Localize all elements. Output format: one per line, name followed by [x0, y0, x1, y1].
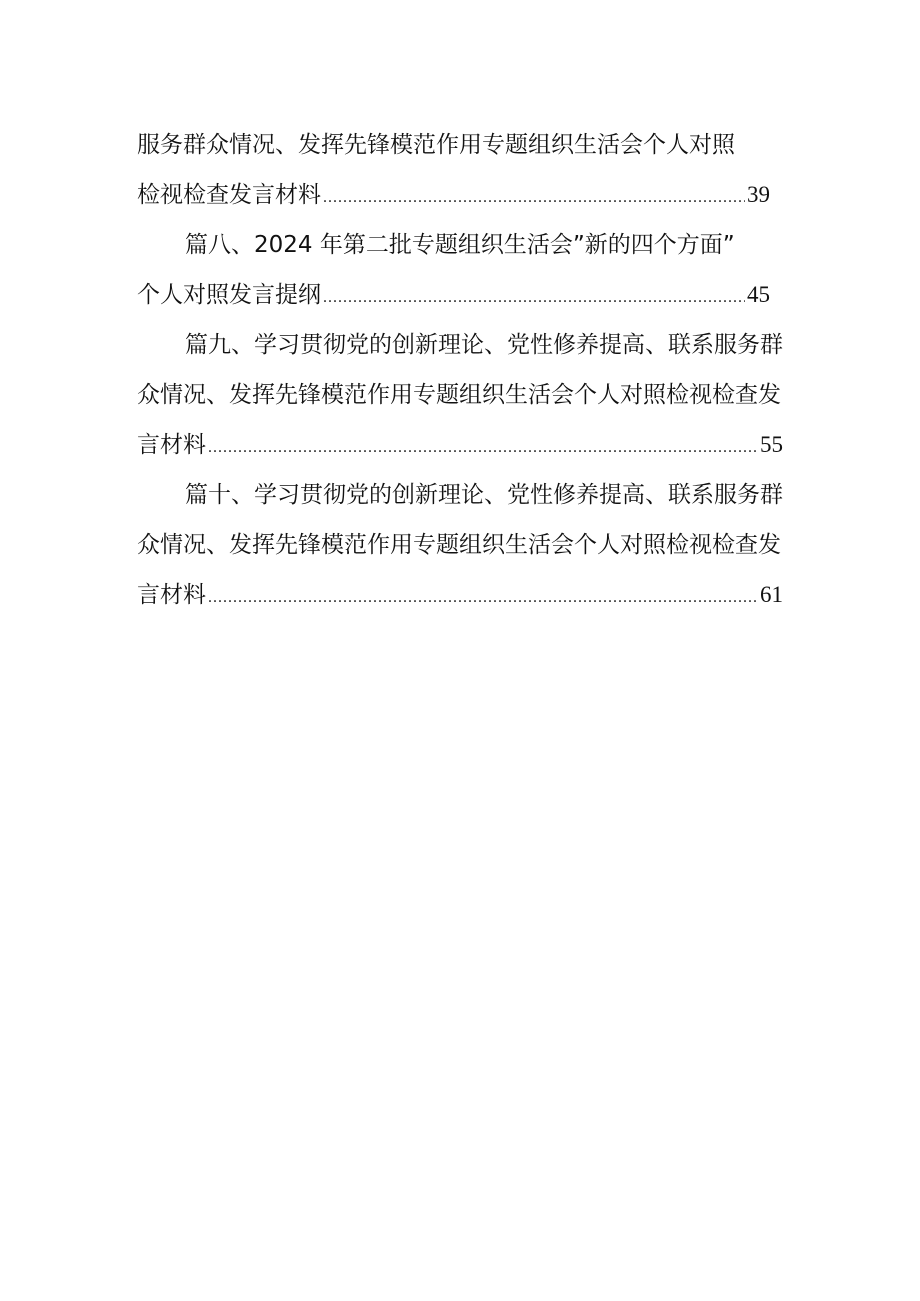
- toc-page-number: 39: [747, 182, 770, 207]
- toc-entry[interactable]: [137, 320, 787, 470]
- toc-page-number: 45: [747, 282, 770, 307]
- toc-entry-text-line: 服务群众情况、发挥先锋模范作用专题组织生活会个人对照: [137, 132, 735, 158]
- toc-entry-text-line: 言材料: [137, 582, 206, 608]
- dot-leader: [323, 173, 745, 220]
- toc-entry-last-line: [137, 270, 770, 320]
- toc-entry-text-line: 言材料: [137, 432, 206, 458]
- toc-entry-last-line: [137, 170, 770, 220]
- dot-leader: [208, 423, 758, 470]
- dot-leader: [208, 573, 758, 620]
- toc-page-number: 55: [760, 432, 783, 457]
- toc-entry-text-line: 检视检查发言材料: [137, 182, 321, 208]
- toc-entry-text-line: 篇八、2024 年第二批专题组织生活会”新的四个方面”: [185, 232, 735, 258]
- toc-entry-last-line: [137, 420, 783, 470]
- toc-entry-text-line: 篇十、学习贯彻党的创新理论、党性修养提高、联系服务群: [185, 482, 783, 508]
- toc-entry[interactable]: [137, 470, 787, 620]
- toc-entry-text-line: 个人对照发言提纲: [137, 282, 321, 308]
- toc-entry-text-line: 众情况、发挥先锋模范作用专题组织生活会个人对照检视检查发: [137, 382, 781, 408]
- toc-page-number: 61: [760, 582, 783, 607]
- table-of-contents: [137, 120, 787, 620]
- toc-entry[interactable]: [137, 220, 787, 320]
- toc-entry[interactable]: [137, 120, 787, 220]
- toc-entry-last-line: [137, 570, 783, 620]
- toc-entry-text-line: 众情况、发挥先锋模范作用专题组织生活会个人对照检视检查发: [137, 532, 781, 558]
- toc-entry-text-line: 篇九、学习贯彻党的创新理论、党性修养提高、联系服务群: [185, 332, 783, 358]
- dot-leader: [323, 273, 745, 320]
